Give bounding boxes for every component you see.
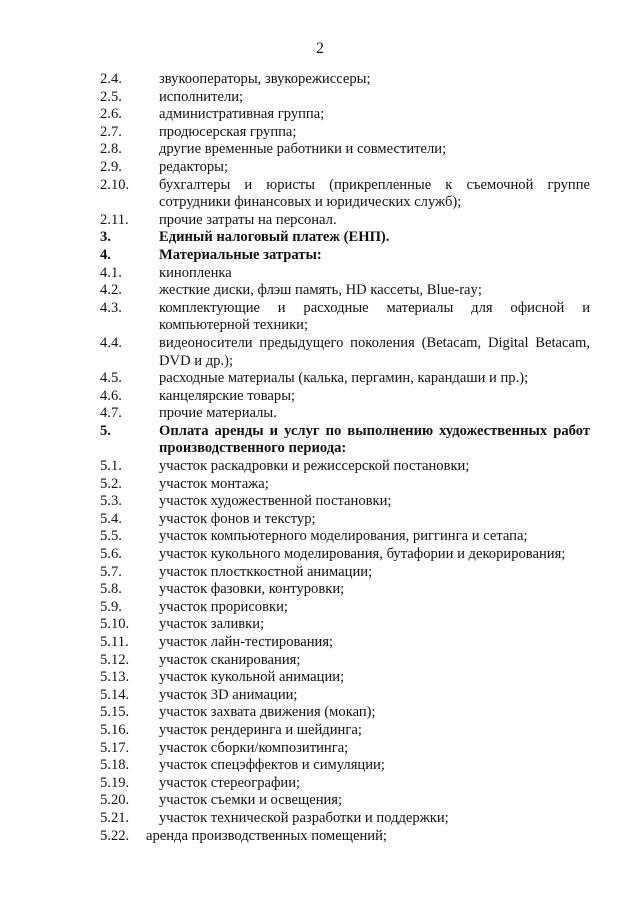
list-item xyxy=(100,775,590,793)
item-text: Единый налоговый платеж (ЕНП). xyxy=(159,229,390,246)
item-text: комплектующие и расходные материалы для офисной и компьютерной техники; xyxy=(159,299,590,334)
item-number: 5.2. xyxy=(100,475,122,492)
item-number: 5.10. xyxy=(100,616,130,633)
item-text: участок 3D анимации; xyxy=(159,686,298,703)
item-number: 5.18. xyxy=(100,757,130,774)
item-text: участок захвата движения (мокап); xyxy=(159,704,376,721)
item-text: участок раскадровки и режиссерской постановки; xyxy=(159,458,470,475)
item-number: 4.6. xyxy=(100,387,122,404)
item-number: 5.12. xyxy=(100,651,130,668)
item-text: участок компьютерного моделирования, риггинга и сетапа; xyxy=(159,528,528,545)
list-item xyxy=(100,722,590,740)
list-item xyxy=(100,300,590,335)
list-item xyxy=(100,476,590,494)
item-text: участок монтажа; xyxy=(159,475,269,492)
item-text: канцелярские товары; xyxy=(159,387,296,404)
item-text: участок фазовки, контуровки; xyxy=(159,581,345,598)
item-number: 5.9. xyxy=(100,598,122,615)
list-item xyxy=(100,704,590,722)
list-item xyxy=(100,282,590,300)
item-number: 4.3. xyxy=(100,299,122,316)
list-item xyxy=(100,616,590,634)
item-text: расходные материалы (калька, пергамин, карандаши и пр.); xyxy=(159,370,529,387)
item-number: 2.11. xyxy=(100,211,129,228)
item-number: 5.5. xyxy=(100,528,122,545)
item-text: другие временные работники и совместители; xyxy=(159,141,447,158)
list-item xyxy=(100,581,590,599)
list-item xyxy=(100,669,590,687)
item-number: 5.15. xyxy=(100,704,130,721)
item-number: 5. xyxy=(100,422,111,439)
item-number: 4.2. xyxy=(100,282,122,299)
list-item xyxy=(100,335,590,370)
list-item xyxy=(100,792,590,810)
item-number: 2.5. xyxy=(100,88,122,105)
list-item xyxy=(100,71,590,89)
item-text: участок плостккостной анимации; xyxy=(159,563,373,580)
item-text: участок художественной постановки; xyxy=(159,493,392,510)
item-text: видеоносители предыдущего поколения (Betacam, Digital Betacam, DVD и др.); xyxy=(159,334,590,369)
item-number: 2.9. xyxy=(100,158,122,175)
item-number: 5.17. xyxy=(100,739,130,756)
list-item xyxy=(100,370,590,388)
item-number: 5.11. xyxy=(100,634,129,650)
item-text: участок кукольной анимации; xyxy=(159,669,345,686)
item-number: 5.3. xyxy=(100,493,122,510)
list-item xyxy=(100,599,590,617)
item-number: 2.8. xyxy=(100,141,122,158)
item-text: участок фонов и текстур; xyxy=(159,510,316,527)
item-text: Материальные затраты: xyxy=(159,246,322,263)
item-text: участок прорисовки; xyxy=(159,598,288,615)
list-item xyxy=(100,757,590,775)
item-number: 5.1. xyxy=(100,458,122,475)
item-text: участок заливки; xyxy=(159,616,265,633)
item-text: прочие затраты на персонал. xyxy=(159,211,337,228)
list-item xyxy=(100,564,590,582)
list-item xyxy=(100,810,590,828)
item-number: 2.6. xyxy=(100,106,122,123)
item-number: 4.5. xyxy=(100,370,122,387)
item-text: участок спецэффектов и симуляции; xyxy=(159,757,385,774)
item-number: 5.16. xyxy=(100,721,130,738)
list-item xyxy=(100,740,590,758)
item-number: 4. xyxy=(100,246,111,263)
item-number: 5.22. xyxy=(100,827,130,844)
item-number: 4.7. xyxy=(100,405,122,422)
item-text: звукооператоры, звукорежиссеры; xyxy=(159,71,371,87)
list-item xyxy=(100,124,590,142)
item-number: 3. xyxy=(100,229,111,246)
list-item xyxy=(100,141,590,159)
item-number: 5.21. xyxy=(100,809,130,826)
item-number: 5.14. xyxy=(100,686,130,703)
list-item xyxy=(100,89,590,107)
item-number: 5.7. xyxy=(100,563,122,580)
item-number: 5.6. xyxy=(100,546,122,563)
item-text: продюсерская группа; xyxy=(159,123,297,140)
item-number: 4.1. xyxy=(100,264,122,281)
item-text: редакторы; xyxy=(159,158,229,175)
item-text: жесткие диски, флэш память, HD кассеты, Blue-ray; xyxy=(159,282,482,299)
list-item xyxy=(100,528,590,546)
list-item xyxy=(100,265,590,283)
list-item xyxy=(100,687,590,705)
item-text: административная группа; xyxy=(159,106,325,123)
list-item xyxy=(100,405,590,423)
list-item xyxy=(100,212,590,230)
page-number: 2 xyxy=(316,40,324,57)
item-number: 5.19. xyxy=(100,774,130,791)
item-text: Оплата аренды и услуг по выполнению художественных работ производственного периода: xyxy=(159,422,590,457)
item-text: участок сканирования; xyxy=(159,651,301,668)
item-text: участок сборки/композитинга; xyxy=(159,739,349,756)
list-item xyxy=(100,652,590,670)
item-number: 2.4. xyxy=(100,71,122,87)
item-number: 2.7. xyxy=(100,123,122,140)
list-item xyxy=(100,546,590,564)
item-text: кинопленка xyxy=(159,264,232,281)
item-number: 5.8. xyxy=(100,581,122,598)
item-text: бухгалтеры и юристы (прикрепленные к съемочной группе сотрудники финансовых и юридических служб); xyxy=(159,176,590,211)
item-text: участок лайн-тестирования; xyxy=(159,634,334,650)
item-text: участок кукольного моделирования, бутафории и декорирования; xyxy=(159,546,566,563)
item-number: 5.13. xyxy=(100,669,130,686)
list-item xyxy=(100,388,590,406)
list-item xyxy=(100,634,590,652)
item-text: прочие материалы. xyxy=(159,405,277,422)
item-number: 2.10. xyxy=(100,176,130,193)
item-text: исполнители; xyxy=(159,88,244,105)
item-text: участок стереографии; xyxy=(159,774,301,791)
section-heading xyxy=(100,247,590,265)
list-item xyxy=(100,106,590,124)
list-item xyxy=(100,177,590,212)
list-item xyxy=(100,159,590,177)
list-item xyxy=(100,458,590,476)
list-item xyxy=(100,828,590,846)
list-item xyxy=(100,493,590,511)
cost-items-list xyxy=(100,71,590,845)
item-text: аренда производственных помещений; xyxy=(146,827,387,844)
list-item xyxy=(100,511,590,529)
item-number: 5.4. xyxy=(100,510,122,527)
item-text: участок съемки и освещения; xyxy=(159,792,343,809)
section-heading xyxy=(100,229,590,247)
section-heading xyxy=(100,423,590,458)
item-text: участок технической разработки и поддержки; xyxy=(159,809,449,826)
item-text: участок рендеринга и шейдинга; xyxy=(159,721,362,738)
item-number: 5.20. xyxy=(100,792,130,809)
item-number: 4.4. xyxy=(100,334,122,351)
